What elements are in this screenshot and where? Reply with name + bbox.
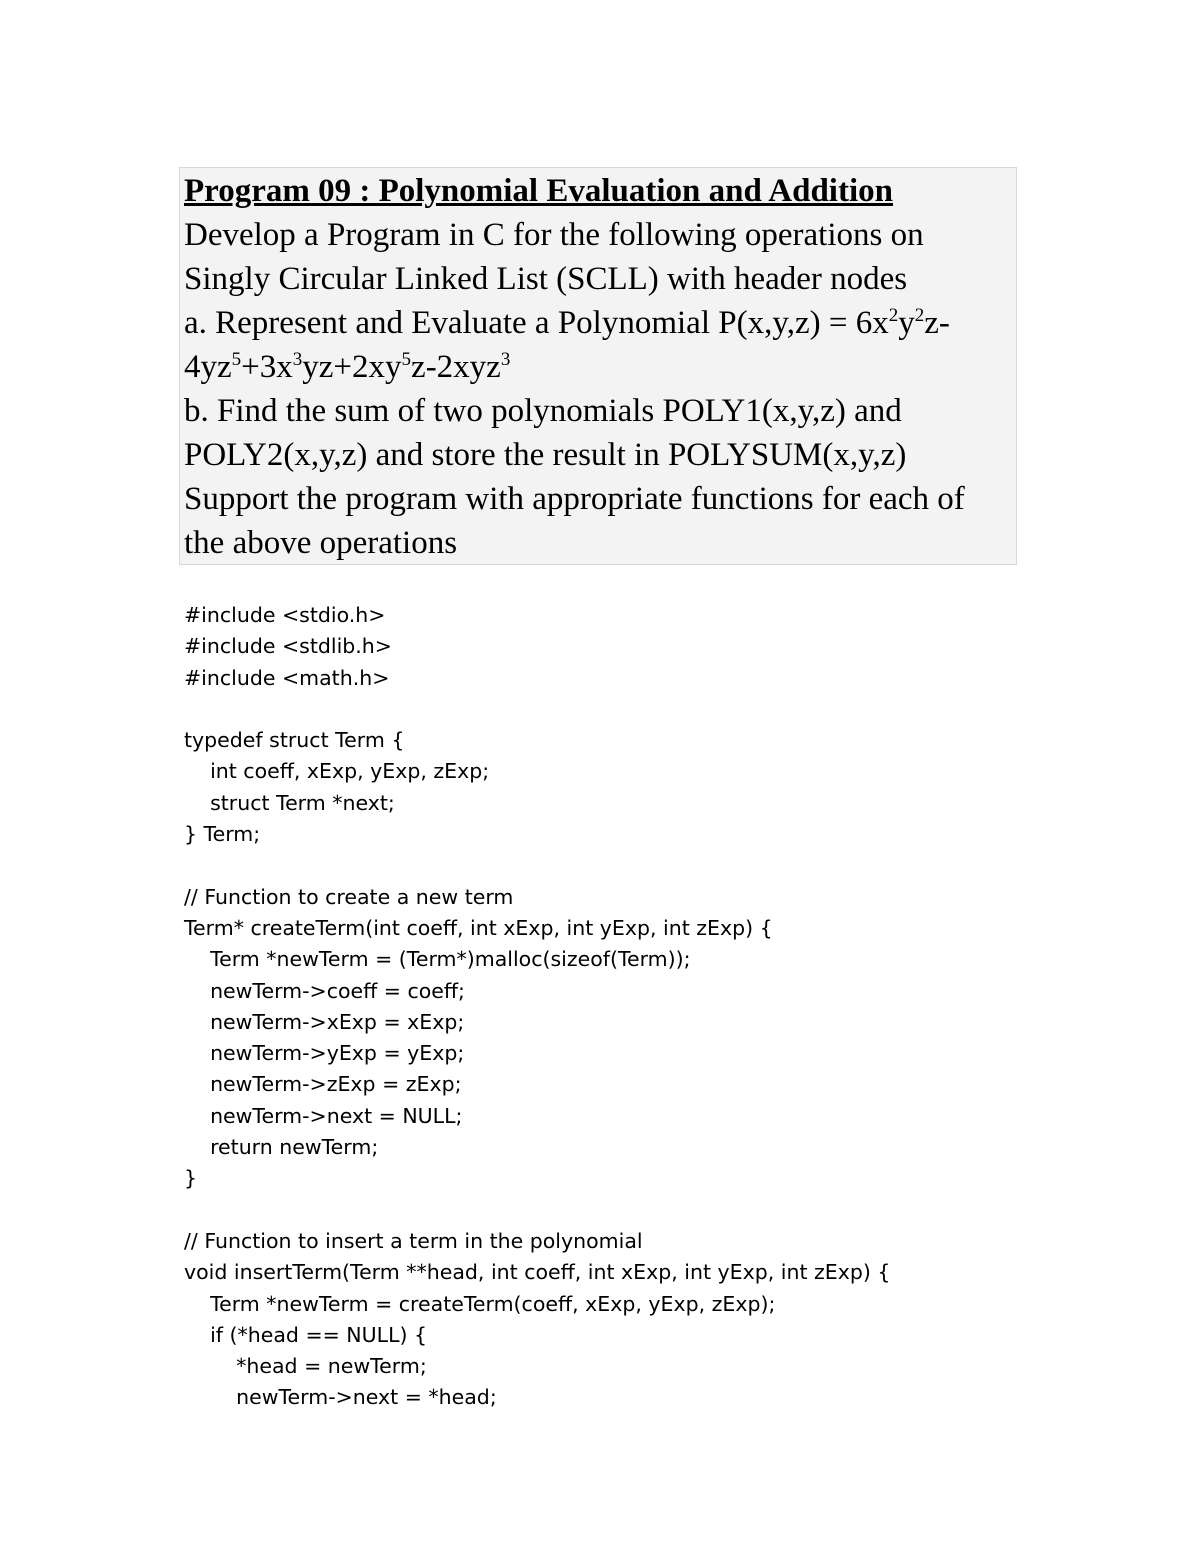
code-line: #include <math.h>	[184, 665, 390, 690]
code-line: #include <stdlib.h>	[184, 634, 392, 659]
line4-exponent-1: 5	[231, 349, 242, 370]
problem-line-5: b. Find the sum of two polynomials POLY1(x,y,z) and	[184, 393, 902, 429]
line4-part-c: yz+2xy	[302, 349, 402, 385]
problem-line-8: the above operations	[184, 525, 458, 561]
code-line: #include <stdio.h>	[184, 603, 386, 627]
code-line: Term *newTerm = createTerm(coeff, xExp, yExp, zExp);	[184, 1291, 776, 1316]
code-line: // Function to insert a term in the polynomial	[184, 1228, 643, 1253]
code-line: typedef struct Term {	[184, 728, 405, 753]
problem-line-2: Singly Circular Linked List (SCLL) with header nodes	[184, 261, 908, 297]
code-line: newTerm->next = NULL;	[184, 1103, 463, 1128]
problem-line-6: POLY2(x,y,z) and store the result in POLYSUM(x,y,z)	[184, 437, 907, 473]
problem-line-3	[184, 301, 1012, 345]
problem-line-1: Develop a Program in C for the following operations on	[184, 217, 924, 253]
line4-part-a: 4yz	[184, 349, 232, 385]
code-line: newTerm->next = *head;	[184, 1385, 497, 1410]
line3-prefix: a. Represent and Evaluate a Polynomial P(x,y,z) = 6x	[184, 305, 889, 341]
line3-mid: y	[898, 305, 915, 341]
line4-part-d: z-2xyz	[411, 349, 501, 385]
code-line: Term* createTerm(int coeff, int xExp, int yExp, int zExp) {	[184, 915, 773, 940]
code-line: } Term;	[184, 822, 261, 847]
problem-statement-box	[179, 167, 1017, 565]
line3-exponent-1: 2	[888, 305, 899, 326]
line4-exponent-2: 3	[292, 349, 303, 370]
code-line	[184, 850, 1144, 881]
code-line: newTerm->coeff = coeff;	[184, 978, 465, 1003]
code-line: return newTerm;	[184, 1135, 379, 1160]
code-line: void insertTerm(Term **head, int coeff, int xExp, int yExp, int zExp) {	[184, 1260, 891, 1285]
line4-part-b: +3x	[241, 349, 293, 385]
code-line	[184, 694, 1144, 725]
problem-line-4	[184, 345, 1012, 389]
line4-exponent-3: 5	[401, 349, 412, 370]
code-line	[184, 1195, 1144, 1226]
program-title: Program 09 : Polynomial Evaluation and Addition	[184, 173, 893, 209]
code-line: Term *newTerm = (Term*)malloc(sizeof(Term));	[184, 947, 691, 972]
code-line: *head = newTerm;	[184, 1354, 427, 1379]
code-line: newTerm->xExp = xExp;	[184, 1009, 465, 1034]
problem-line-7: Support the program with appropriate functions for each of	[184, 481, 965, 517]
code-listing	[184, 600, 1144, 1414]
line3-exponent-2: 2	[914, 305, 925, 326]
line4-exponent-4: 3	[500, 349, 511, 370]
code-line: if (*head == NULL) {	[184, 1322, 428, 1347]
code-line: newTerm->yExp = yExp;	[184, 1041, 465, 1066]
code-line: }	[184, 1166, 198, 1191]
code-line: newTerm->zExp = zExp;	[184, 1072, 462, 1097]
code-line: struct Term *next;	[184, 790, 395, 815]
code-line: int coeff, xExp, yExp, zExp;	[184, 759, 490, 784]
line3-end: z-	[924, 305, 950, 341]
code-line: // Function to create a new term	[184, 884, 514, 909]
